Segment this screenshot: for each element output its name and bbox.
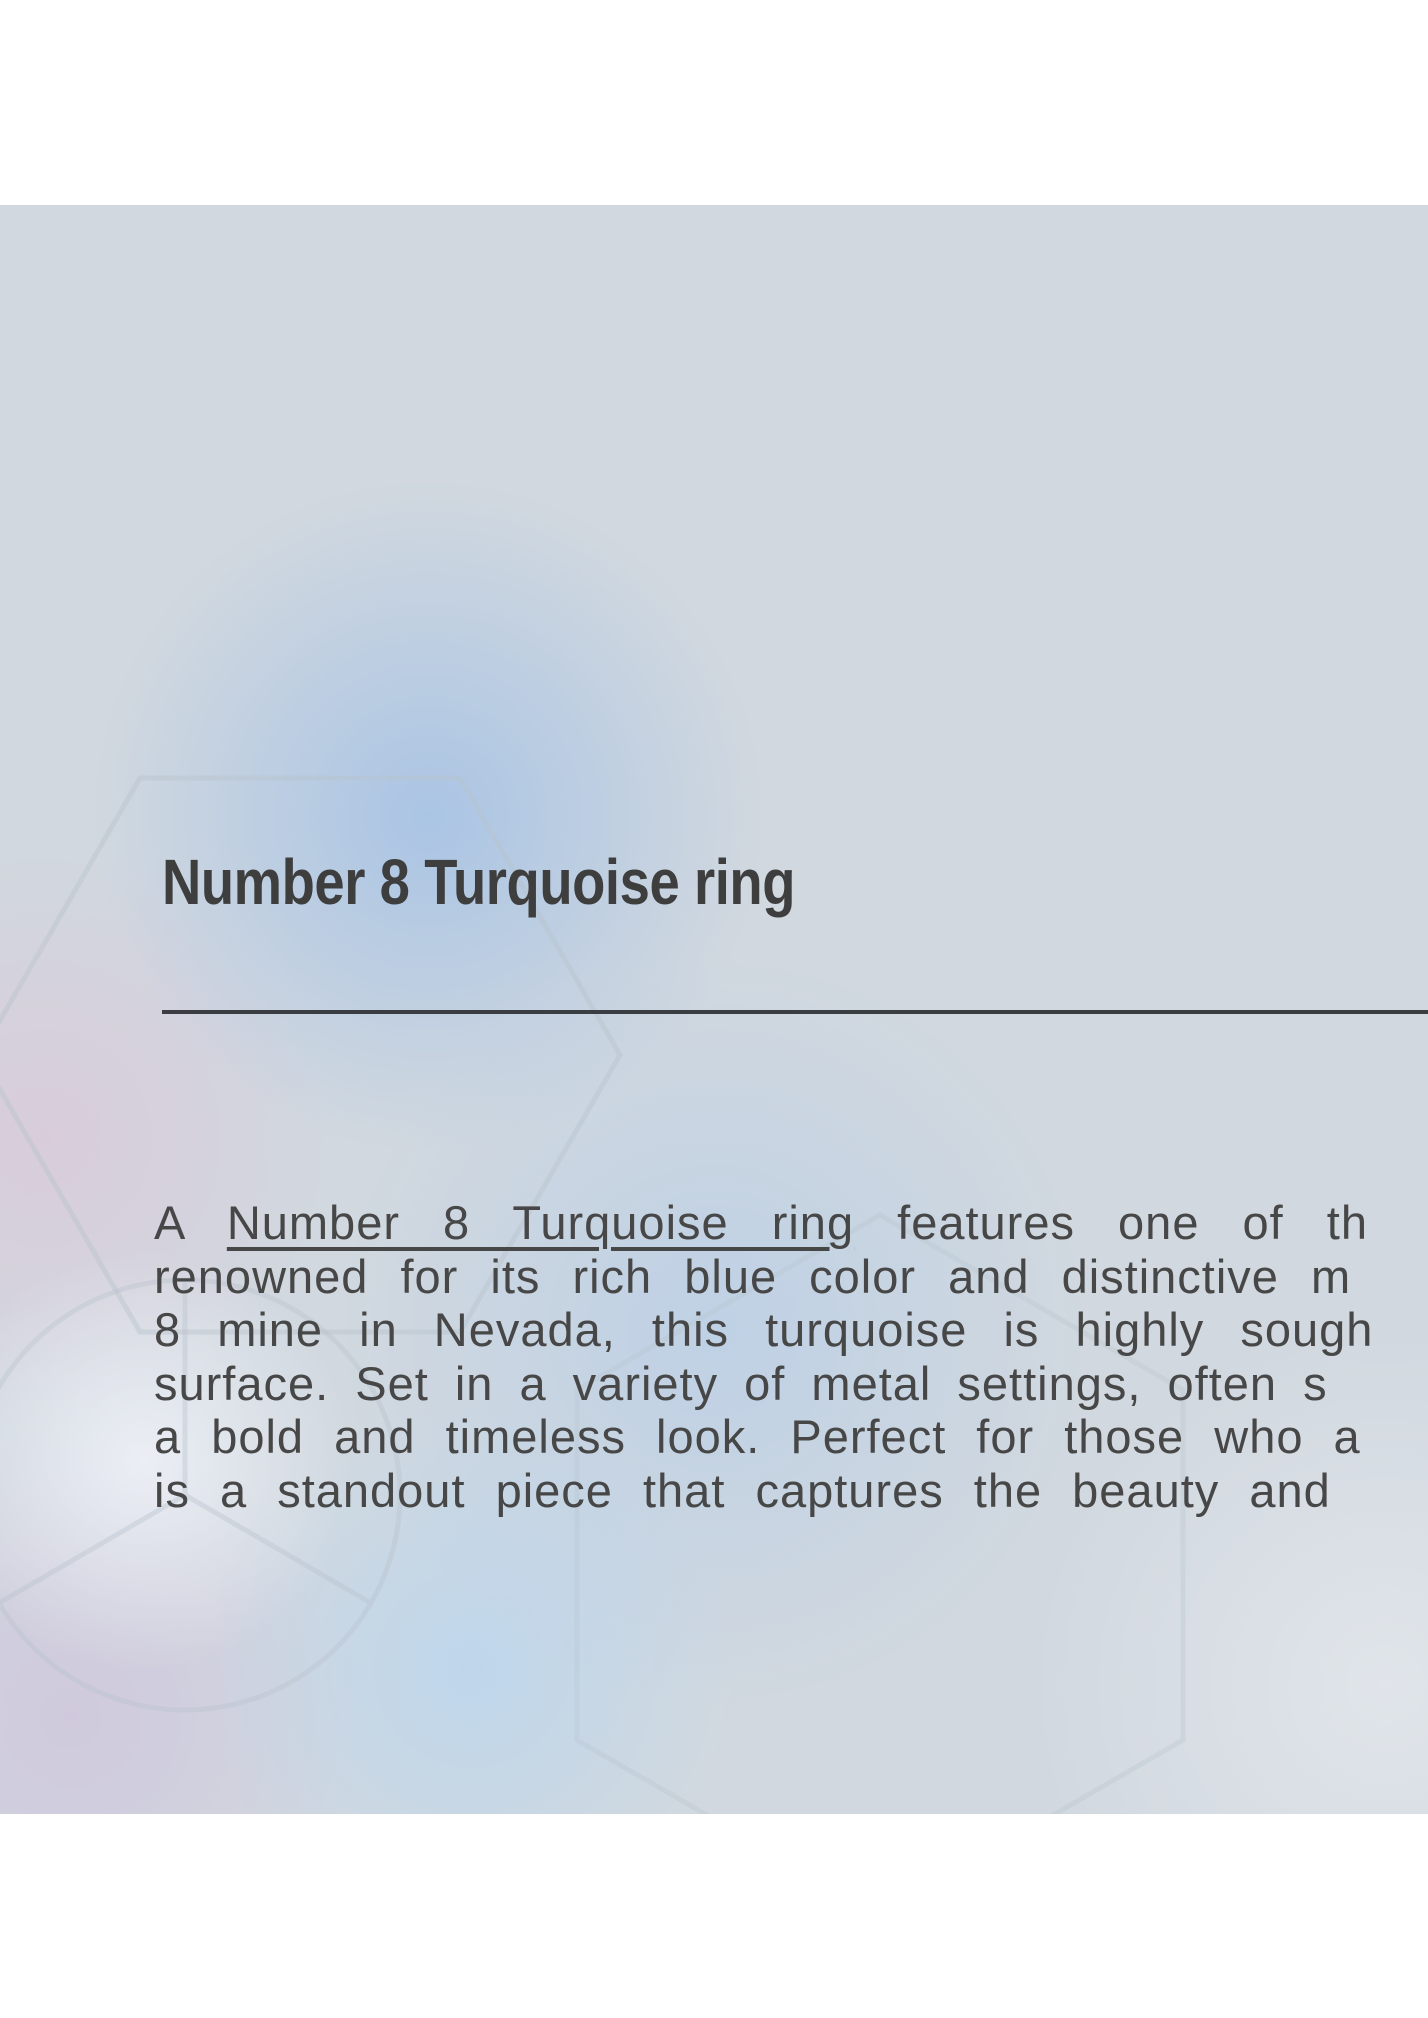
title-divider xyxy=(162,1010,1428,1014)
paragraph-line: 8 mine in Nevada, this turquoise is highly sough xyxy=(154,1303,1374,1356)
paragraph-line: a bold and timeless look. Perfect for those who a xyxy=(154,1410,1361,1463)
paragraph-line: surface. Set in a variety of metal settings, often s xyxy=(154,1356,1328,1410)
paragraph-line: renowned for its rich blue color and distinctive m xyxy=(154,1249,1352,1303)
article-paragraph xyxy=(154,1196,1428,1517)
paragraph-line xyxy=(154,1196,1428,1250)
page-title: Number 8 Turquoise ring xyxy=(162,846,796,918)
content-panel xyxy=(0,205,1428,1814)
line1-prefix: A xyxy=(154,1196,227,1249)
line1-suffix: features one of th xyxy=(854,1196,1368,1249)
number-8-turquoise-ring-link[interactable]: Number 8 Turquoise ring xyxy=(226,1196,855,1249)
paragraph-line: is a standout piece that captures the beauty and xyxy=(154,1463,1331,1517)
